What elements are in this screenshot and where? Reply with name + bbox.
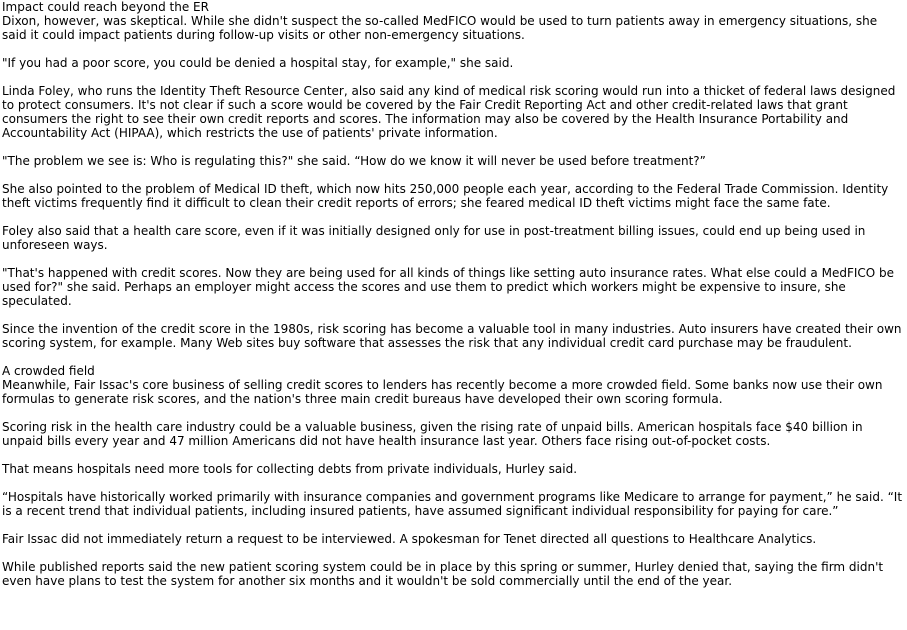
article-paragraph: Meanwhile, Fair Issac's core business of selling credit scores to lenders has recently become a more crowded field. Some banks now use their own formulas to generate risk scores, and the nation's three main credit bureaus have developed their own scoring formula.	[2, 378, 883, 406]
article-paragraph: "If you had a poor score, you could be denied a hospital stay, for example," she said.	[2, 56, 514, 70]
article-paragraph: “Hospitals have historically worked primarily with insurance companies and government programs like Medicare to arrange for payment,” he said. “It is a recent trend that individual patients, including insured patients, have assumed significant individual responsibility for paying for care.”	[2, 490, 903, 518]
article-paragraph: Since the invention of the credit score in the 1980s, risk scoring has become a valuable tool in many industries. Auto insurers have created their own scoring system, for example. Many Web sites buy software that assesses the risk that any individual credit card purchase may be fraudulent.	[2, 322, 902, 350]
article-paragraph: "That's happened with credit scores. Now they are being used for all kinds of things like setting auto insurance rates. What else could a MedFICO be used for?" she said. Perhaps an employer might access the scores and use them to predict which workers might be expensive to insure, she speculated.	[2, 266, 895, 308]
article-paragraph: Dixon, however, was skeptical. While she didn't suspect the so-called MedFICO would be used to turn patients away in emergency situations, she said it could impact patients during follow-up visits or other non-emergency situations.	[2, 14, 878, 42]
article-paragraph: While published reports said the new patient scoring system could be in place by this spring or summer, Hurley denied that, saying the firm didn't even have plans to test the system for another six months and it wouldn't be sold commercially until the end of the year.	[2, 560, 884, 588]
article-paragraph: That means hospitals need more tools for collecting debts from private individuals, Hurley said.	[2, 462, 578, 476]
article-paragraph: She also pointed to the problem of Medical ID theft, which now hits 250,000 people each year, according to the Federal Trade Commission. Identity theft victims frequently find it difficult to clean their credit reports of errors; she feared medical ID theft victims might face the same fate.	[2, 182, 889, 210]
article-paragraph: Foley also said that a health care score, even if it was initially designed only for use in post-treatment billing issues, could end up being used in unforeseen ways.	[2, 224, 866, 252]
article-paragraph: Fair Issac did not immediately return a request to be interviewed. A spokesman for Tenet directed all questions to Healthcare Analytics.	[2, 532, 817, 546]
section-heading-crowded-field: A crowded field	[2, 364, 95, 378]
article-paragraph: Scoring risk in the health care industry could be a valuable business, given the rising rate of unpaid bills. American hospitals face $40 billion in unpaid bills every year and 47 million Americans did not have health insurance last year. Others face rising out-of-pocket costs.	[2, 420, 863, 448]
section-heading-impact: Impact could reach beyond the ER	[2, 0, 209, 14]
article-paragraph: "The problem we see is: Who is regulating this?" she said. “How do we know it will never be used before treatment?”	[2, 154, 706, 168]
article-paragraph: Linda Foley, who runs the Identity Theft Resource Center, also said any kind of medical risk scoring would run into a thicket of federal laws designed to protect consumers. It's not clear if such a score would be covered by the Fair Credit Reporting Act and other credit-related laws that grant consumers the right to see their own credit reports and scores. The information may also be covered by the Health Insurance Portability and Accountability Act (HIPAA), which restricts the use of patients' private information.	[2, 84, 896, 140]
